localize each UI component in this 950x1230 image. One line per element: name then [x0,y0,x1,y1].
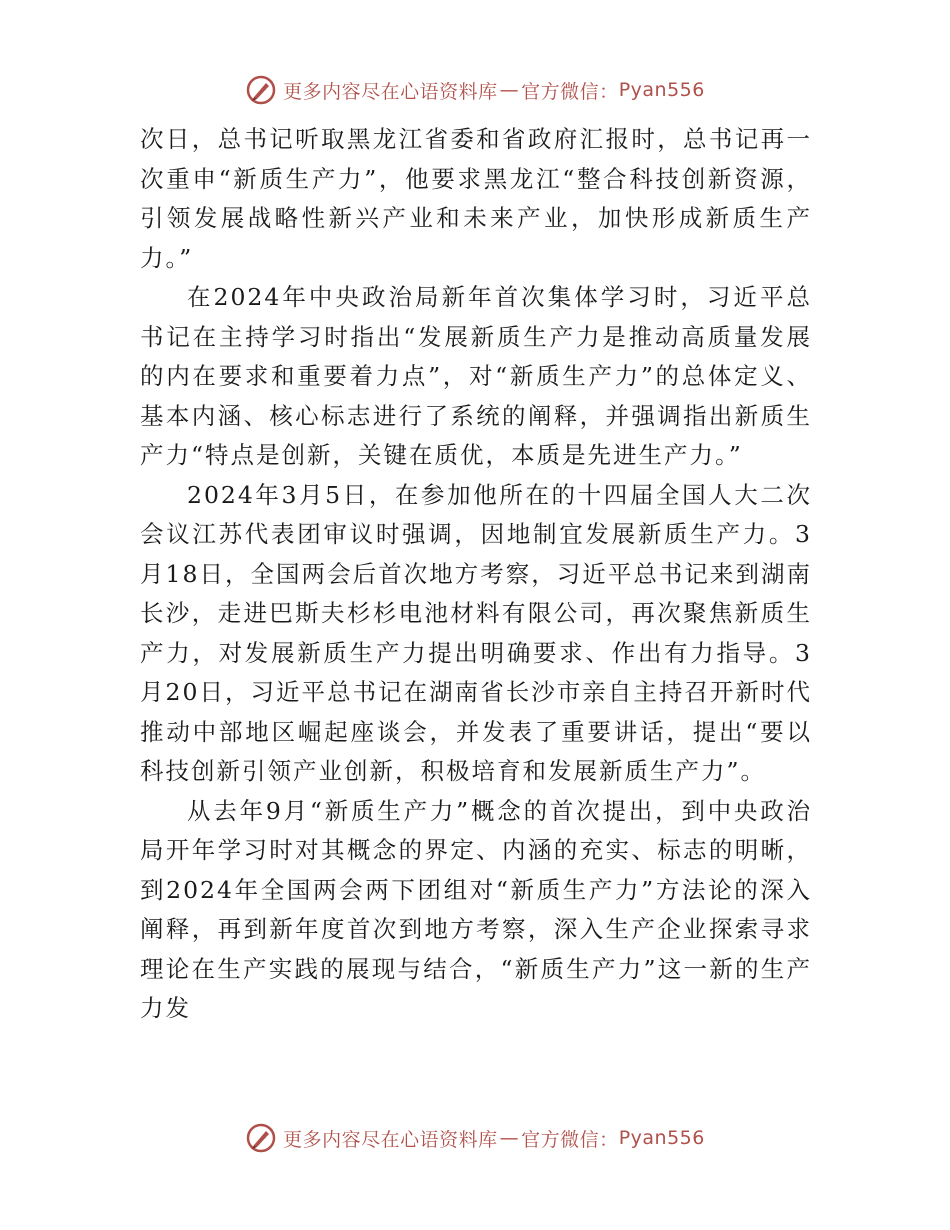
banner-account: Pyan556 [618,79,705,101]
banner-dash: — [499,79,520,101]
red-pen-circle-logo-icon [245,1122,277,1154]
document-body [140,120,812,1029]
paragraph-4: 从去年9月“新质生产力”概念的首次提出，到中央政治局开年学习时对其概念的界定、内涵的充实、标志的明晰，到2024年全国两会两下团组对“新质生产力”方法论的深入阐释，再到新年度首次到地方考察，深入生产企业探索寻求理论在生产实践的展现与结合，“新质生产力”这一新的生产力发 [140,796,812,1022]
banner-dash: — [499,1127,520,1149]
footer-banner [0,1118,950,1158]
banner-account: Pyan556 [618,1127,705,1149]
banner-text: 更多内容尽在心语资料库 [283,80,498,103]
banner-text: 更多内容尽在心语资料库 [283,1128,498,1151]
paragraph-1: 次日，总书记听取黑龙江省委和省政府汇报时，总书记再一次重申“新质生产力”，他要求黑龙江“整合科技创新资源，引领发展战略性新兴产业和未来产业，加快形成新质生产力。” [140,125,812,272]
red-pen-circle-logo-icon [245,74,277,106]
banner-label: 官方微信： [521,1128,619,1151]
header-banner [0,70,950,110]
banner-label: 官方微信： [521,80,619,103]
paragraph-3: 2024年3月5日，在参加他所在的十四届全国人大二次会议江苏代表团审议时强调，因地制宜发展新质生产力。3月18日，全国两会后首次地方考察，习近平总书记来到湖南长沙，走进巴斯夫杉杉电池材料有限公司，再次聚焦新质生产力，对发展新质生产力提出明确要求、作出有力指导。3月20日，习近平总书记在湖南省长沙市亲自主持召开新时代推动中部地区崛起座谈会，并发表了重要讲话，提出“要以科技创新引领产业创新，积极培育和发展新质生产力”。 [140,480,812,785]
paragraph-2: 在2024年中央政治局新年首次集体学习时，习近平总书记在主持学习时指出“发展新质生产力是推动高质量发展的内在要求和重要着力点”，对“新质生产力”的总体定义、基本内涵、核心标志进行了系统的阐释，并强调指出新质生产力“特点是创新，关键在质优，本质是先进生产力。” [140,283,812,469]
